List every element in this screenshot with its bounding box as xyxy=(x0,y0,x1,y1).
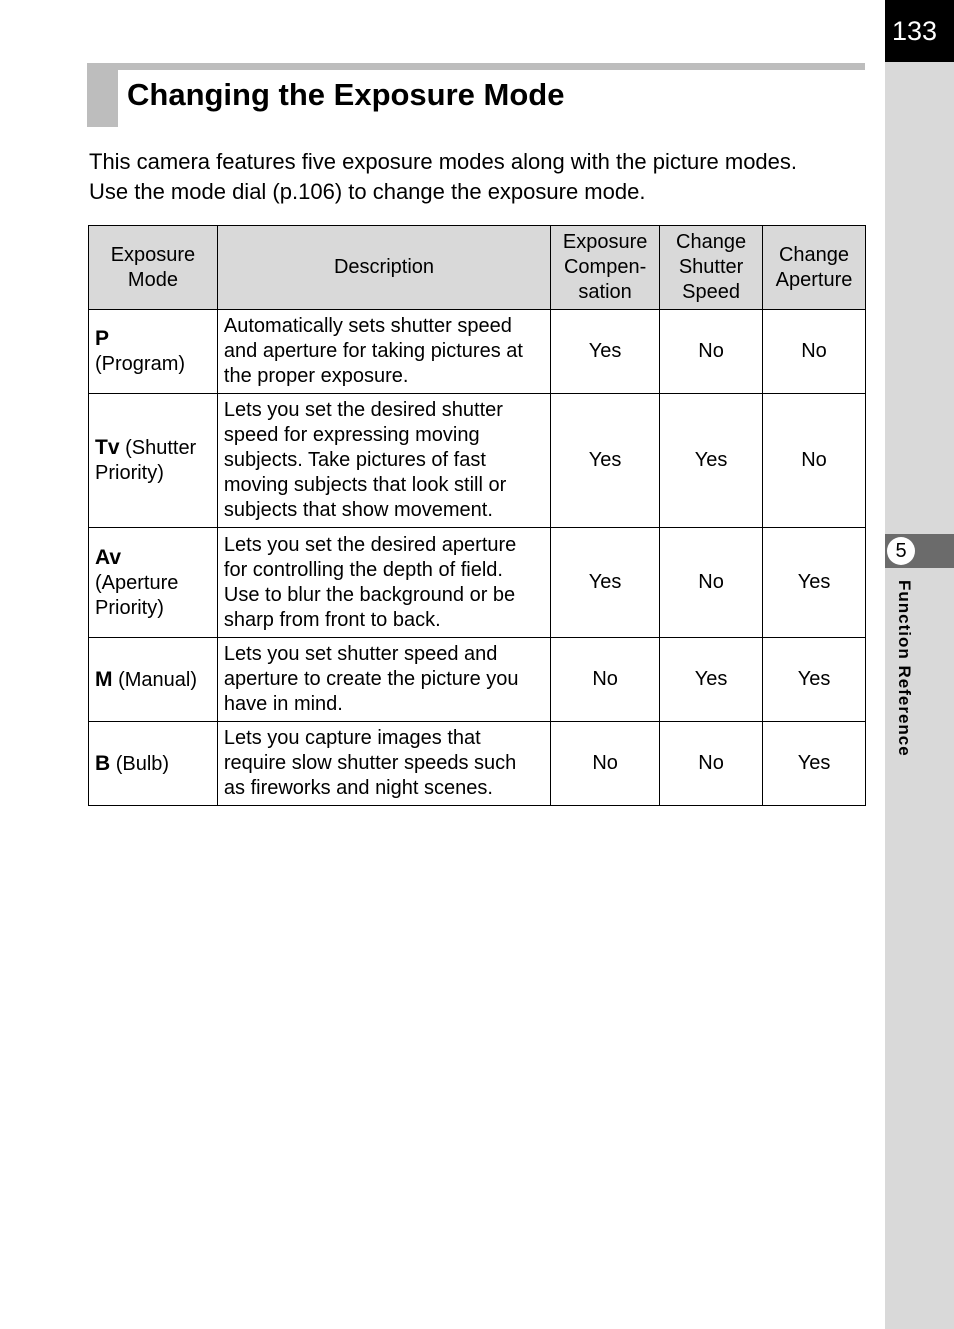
exposure-comp-cell: Yes xyxy=(551,310,660,394)
table-row xyxy=(89,394,866,528)
table-header-row xyxy=(89,226,866,310)
header-change-aperture: Change Aperture xyxy=(763,226,866,310)
mode-symbol-p: P xyxy=(95,327,110,350)
section-title-bar xyxy=(87,63,865,127)
table-row xyxy=(89,722,866,806)
description-cell: Lets you capture images that require slow shutter speeds such as fireworks and night scenes. xyxy=(217,722,550,806)
header-description: Description xyxy=(217,226,550,310)
mode-symbol-b: B xyxy=(95,751,111,775)
exposure-comp-cell: No xyxy=(551,722,660,806)
shutter-cell: No xyxy=(660,528,763,638)
shutter-cell: No xyxy=(660,310,763,394)
mode-cell-program xyxy=(89,310,218,394)
mode-cell-shutter-priority: Tv (Shutter Priority) xyxy=(89,394,218,528)
mode-name: (Program) xyxy=(95,353,186,375)
intro-paragraph xyxy=(89,147,879,207)
exposure-comp-cell: No xyxy=(551,638,660,722)
header-change-shutter-speed: Change Shutter Speed xyxy=(660,226,763,310)
header-exposure-mode: Exposure Mode xyxy=(89,226,218,310)
title-rule xyxy=(87,63,865,70)
shutter-cell: No xyxy=(660,722,763,806)
table-row xyxy=(89,528,866,638)
description-cell: Automatically sets shutter speed and aperture for taking pictures at the proper exposure. xyxy=(217,310,550,394)
chapter-title: Function Reference xyxy=(895,580,914,757)
title-accent-block xyxy=(87,63,118,127)
page-number: 133 xyxy=(885,0,954,62)
mode-cell-manual xyxy=(89,638,218,722)
table-row xyxy=(89,310,866,394)
header-exposure-compensation: Exposure Compen- sation xyxy=(551,226,660,310)
exposure-mode-table xyxy=(88,225,866,806)
mode-symbol-tv: Tv xyxy=(95,436,120,459)
mode-name: (Manual) xyxy=(118,668,197,691)
intro-line-2: Use the mode dial (p.106) to change the exposure mode. xyxy=(89,179,646,204)
aperture-cell: Yes xyxy=(763,722,866,806)
aperture-cell: Yes xyxy=(763,528,866,638)
mode-cell-bulb xyxy=(89,722,218,806)
mode-symbol-m: M xyxy=(95,667,113,691)
description-cell: Lets you set the desired shutter speed for expressing moving subjects. Take pictures of fast moving subjects that look still or subjects that show movement. xyxy=(217,394,550,528)
aperture-cell: No xyxy=(763,394,866,528)
exposure-comp-cell: Yes xyxy=(551,528,660,638)
shutter-cell: Yes xyxy=(660,394,763,528)
aperture-cell: No xyxy=(763,310,866,394)
mode-symbol-av: Av xyxy=(95,545,122,569)
aperture-cell: Yes xyxy=(763,638,866,722)
description-cell: Lets you set the desired aperture for controlling the depth of field. Use to blur the background or be sharp from front to back. xyxy=(217,528,550,638)
exposure-comp-cell: Yes xyxy=(551,394,660,528)
intro-line-1: This camera features five exposure modes along with the picture modes. xyxy=(89,149,798,174)
table-row xyxy=(89,638,866,722)
mode-name: (Bulb) xyxy=(115,752,170,775)
mode-cell-aperture-priority: Av (Aperture Priority) xyxy=(89,528,218,638)
description-cell: Lets you set shutter speed and aperture to create the picture you have in mind. xyxy=(217,638,550,722)
shutter-cell: Yes xyxy=(660,638,763,722)
chapter-number-badge: 5 xyxy=(887,537,915,565)
section-title: Changing the Exposure Mode xyxy=(127,77,565,112)
